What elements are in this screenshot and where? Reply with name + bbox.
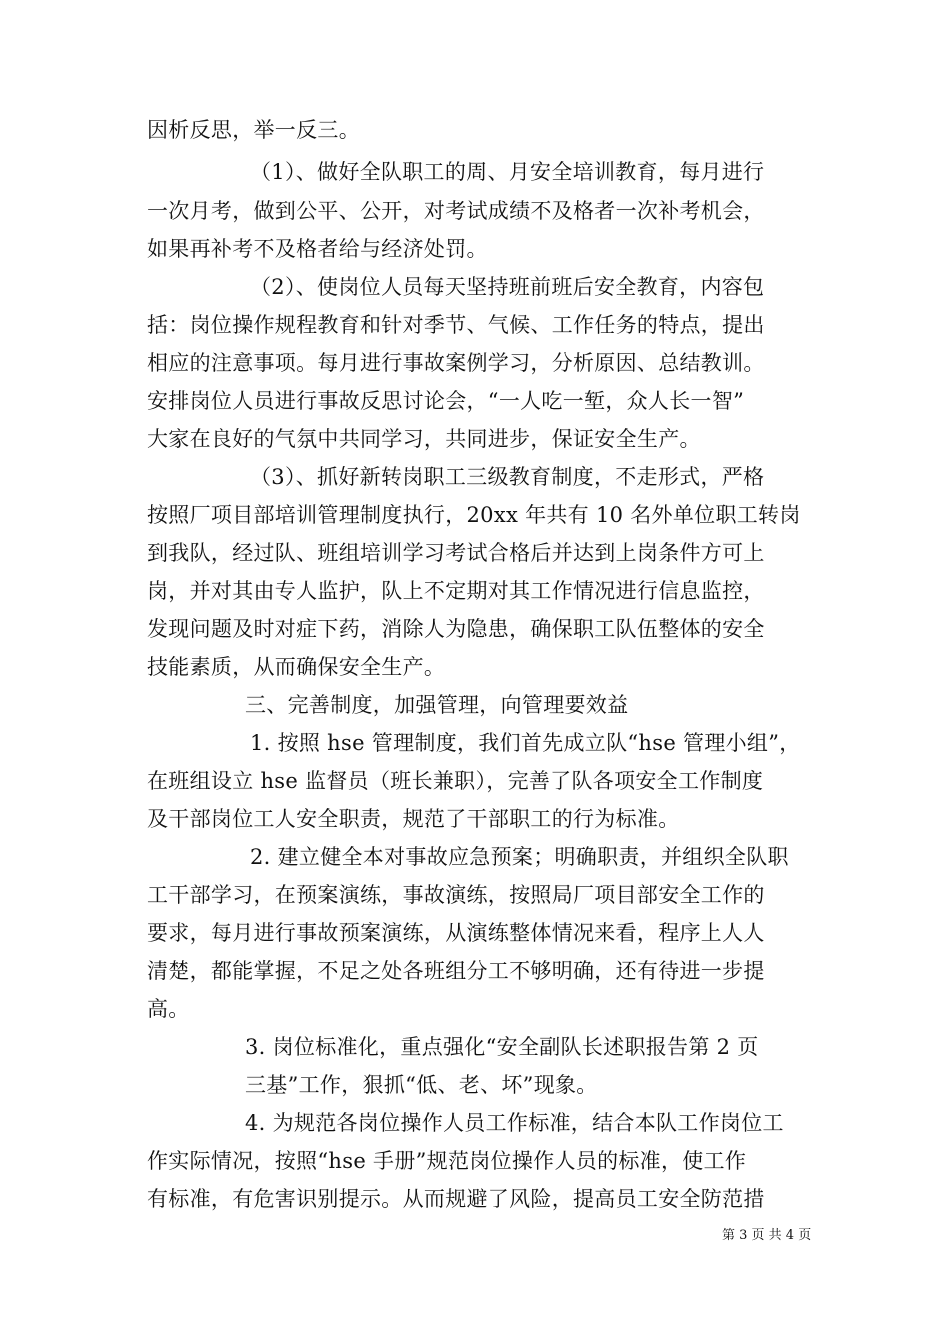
text-line: 发现问题及时对症下药，消除人为隐患，确保职工队伍整体的安全 <box>147 617 765 641</box>
paragraph-start: （1）、做好全队职工的周、月安全培训教育，每月进行 <box>250 160 765 184</box>
paragraph-start: （3）、抓好新转岗职工三级教育制度，不走形式，严格 <box>250 465 765 489</box>
paragraph-start: 3. 岗位标准化，重点强化“安全副队长述职报告第 2 页 <box>245 1035 759 1059</box>
page-number-footer: 第 3 页 共 4 页 <box>722 1228 812 1243</box>
text-line: 安排岗位人员进行事故反思讨论会，“一人吃一堑，众人长一智” <box>147 389 745 413</box>
text-line: 清楚，都能掌握，不足之处各班组分工不够明确，还有待进一步提 <box>147 959 765 983</box>
text-line: 相应的注意事项。每月进行事故案例学习，分析原因、总结教训。 <box>147 351 765 375</box>
paragraph-start: （2）、使岗位人员每天坚持班前班后安全教育，内容包 <box>250 275 765 299</box>
text-line: 有标准，有危害识别提示。从而规避了风险，提高员工安全防范措 <box>147 1187 765 1211</box>
text-line: 工干部学习，在预案演练，事故演练，按照局厂项目部安全工作的 <box>147 883 765 907</box>
text-line: 因析反思，举一反三。 <box>147 118 360 142</box>
text-line: 作实际情况，按照“hse 手册”规范岗位操作人员的标准，使工作 <box>147 1149 747 1173</box>
text-line: 如果再补考不及格者给与经济处罚。 <box>147 237 488 261</box>
text-line: 一次月考，做到公平、公开，对考试成绩不及格者一次补考机会， <box>147 199 765 223</box>
section-heading: 三、完善制度，加强管理，向管理要效益 <box>245 693 629 717</box>
text-line: 及干部岗位工人安全职责，规范了干部职工的行为标准。 <box>147 807 680 831</box>
paragraph-start: 1. 按照 hse 管理制度，我们首先成立队“hse 管理小组”， <box>250 731 801 755</box>
text-line: 高。 <box>147 997 190 1021</box>
text-line: 括：岗位操作规程教育和针对季节、气候、工作任务的特点，提出 <box>147 313 765 337</box>
text-line: 大家在良好的气氛中共同学习，共同进步，保证安全生产。 <box>147 427 701 451</box>
paragraph-start: 4. 为规范各岗位操作人员工作标准，结合本队工作岗位工 <box>245 1111 784 1135</box>
text-line: 岗，并对其由专人监护，队上不定期对其工作情况进行信息监控， <box>147 579 765 603</box>
text-line: 按照厂项目部培训管理制度执行，20xx 年共有 10 名外单位职工转岗 <box>147 503 801 527</box>
text-line: 三基”工作，狠抓“低、老、坏”现象。 <box>245 1073 598 1097</box>
text-line: 到我队，经过队、班组培训学习考试合格后并达到上岗条件方可上 <box>147 541 765 565</box>
text-line: 要求，每月进行事故预案演练，从演练整体情况来看，程序上人人 <box>147 921 765 945</box>
paragraph-start: 2. 建立健全本对事故应急预案；明确职责，并组织全队职 <box>250 845 789 869</box>
text-line: 技能素质，从而确保安全生产。 <box>147 655 446 679</box>
text-line: 在班组设立 hse 监督员（班长兼职），完善了队各项安全工作制度 <box>147 769 764 793</box>
